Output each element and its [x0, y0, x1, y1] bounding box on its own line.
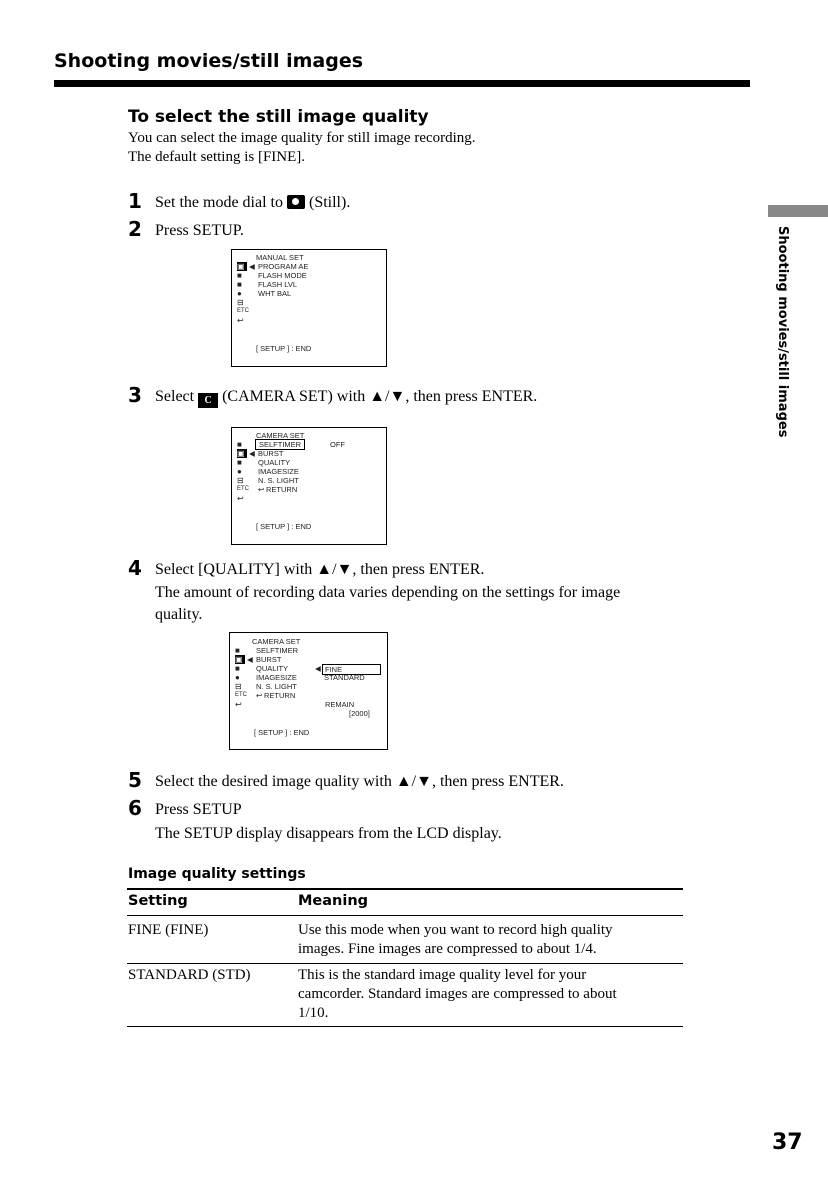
step-3-text-a: Select — [155, 388, 195, 405]
menu-icon: ■ — [235, 664, 240, 673]
step-2-text: Press SETUP. — [155, 222, 244, 239]
table-bottom-rule — [127, 1026, 683, 1027]
tape-icon: ⊟ — [235, 682, 242, 691]
step-4-line-2: The amount of recording data varies depending on the settings for image — [155, 584, 621, 601]
page-header-title: Shooting movies/still images — [54, 50, 364, 72]
lcd2-item: IMAGESIZE — [258, 467, 299, 476]
selector-arrow-icon: ◀ — [249, 449, 255, 458]
lcd2-title: CAMERA SET — [256, 431, 305, 440]
step-6-line-2: The SETUP display disappears from the LCD display. — [155, 825, 502, 842]
step-3-text — [155, 385, 537, 408]
table-cell-meaning: images. Fine images are compressed to about 1/4. — [298, 941, 597, 957]
return-icon: ↩ — [258, 485, 265, 494]
lcd2-item: RETURN — [266, 485, 298, 494]
lcd3-item: BURST — [256, 655, 282, 664]
camera-still-icon — [287, 195, 305, 209]
camera-set-icon: C — [198, 393, 218, 408]
lcd1-footer: [ SETUP ] : END — [256, 344, 312, 353]
table-cell-meaning: 1/10. — [298, 1005, 329, 1021]
lcd-camera-set — [231, 427, 387, 545]
lcd-manual-set — [231, 249, 387, 367]
return-icon: ↩ — [256, 691, 263, 700]
lcd3-item: RETURN — [264, 691, 296, 700]
etc-icon: ETC — [235, 692, 247, 698]
lcd1-title: MANUAL SET — [256, 253, 304, 262]
intro-line-1: You can select the image quality for still image recording. — [128, 130, 476, 146]
menu-icon: ■ — [237, 458, 242, 467]
lcd3-item: QUALITY — [256, 664, 289, 673]
step-6-number: 6 — [128, 796, 142, 820]
lcd3-option-fine: FINE — [322, 664, 381, 675]
table-cell-meaning: This is the standard image quality level for your — [298, 967, 587, 983]
section-title: To select the still image quality — [128, 107, 429, 127]
step-5-text: Select the desired image quality with ▲/▼, then press ENTER. — [155, 773, 564, 790]
table-caption: Image quality settings — [128, 866, 306, 882]
lcd1-item: PROGRAM AE — [258, 262, 309, 271]
step-4-number: 4 — [128, 556, 142, 580]
table-top-rule — [127, 888, 683, 890]
menu-icon: ● — [237, 289, 242, 298]
tape-icon: ⊟ — [237, 298, 244, 307]
lcd3-footer: [ SETUP ] : END — [254, 728, 310, 737]
return-icon: ↩ — [237, 494, 244, 503]
lcd2-footer: [ SETUP ] : END — [256, 522, 312, 531]
tape-icon: ⊟ — [237, 476, 244, 485]
menu-icon: ■ — [237, 271, 242, 280]
step-4-line-3: quality. — [155, 606, 203, 623]
step-1-text — [155, 191, 350, 214]
etc-icon: ETC — [237, 486, 249, 492]
step-2-number: 2 — [128, 217, 142, 241]
table-header-setting: Setting — [128, 893, 188, 909]
table-rule — [127, 963, 683, 964]
lcd2-item-selected — [255, 440, 305, 449]
table-cell-setting: STANDARD (STD) — [128, 967, 251, 983]
return-icon: ↩ — [235, 700, 242, 709]
selector-arrow-icon: ◀ — [315, 664, 321, 673]
step-3-number: 3 — [128, 383, 142, 407]
step-6-line-1: Press SETUP — [155, 801, 242, 818]
lcd1-item: FLASH LVL — [258, 280, 298, 289]
lcd-camera-set-quality — [229, 632, 388, 750]
camera-set-icon: ▣ — [237, 262, 247, 271]
step-4-line-1: Select [QUALITY] with ▲/▼, then press ENTER. — [155, 561, 485, 578]
table-cell-meaning: camcorder. Standard images are compressed to about — [298, 986, 617, 1002]
camera-set-icon: ▣ — [237, 449, 247, 458]
menu-icon: ■ — [235, 646, 240, 655]
lcd3-remain-value: [2000] — [349, 709, 370, 718]
lcd2-value: OFF — [330, 440, 345, 449]
table-cell-meaning: Use this mode when you want to record high quality — [298, 922, 613, 938]
return-icon: ↩ — [237, 316, 244, 325]
menu-icon: ■ — [237, 280, 242, 289]
table-header-meaning: Meaning — [298, 893, 369, 909]
side-tab-label: Shooting movies/still images — [775, 226, 790, 438]
menu-icon: ● — [235, 673, 240, 682]
table-rule — [127, 915, 683, 916]
lcd1-item: WHT BAL — [258, 289, 292, 298]
header-rule — [54, 80, 750, 87]
step-3-text-b: (CAMERA SET) with ▲/▼, then press ENTER. — [222, 388, 538, 405]
lcd3-item: SELFTIMER — [256, 646, 299, 655]
lcd3-option-standard: STANDARD — [324, 673, 365, 682]
step-1-number: 1 — [128, 189, 142, 213]
lcd2-item: BURST — [258, 449, 284, 458]
lcd2-item: SELFTIMER — [255, 439, 305, 450]
selector-arrow-icon: ◀ — [247, 655, 253, 664]
menu-icon: ● — [237, 467, 242, 476]
step-5-number: 5 — [128, 768, 142, 792]
lcd2-item: N. S. LIGHT — [258, 476, 299, 485]
table-cell-setting: FINE (FINE) — [128, 922, 209, 938]
page-number: 37 — [772, 1130, 803, 1155]
intro-line-2: The default setting is [FINE]. — [128, 149, 306, 165]
camera-set-icon: ▣ — [235, 655, 245, 664]
side-tab-bar — [768, 205, 828, 217]
step-1-text-a: Set the mode dial to — [155, 194, 283, 211]
lcd3-item: IMAGESIZE — [256, 673, 297, 682]
lcd3-remain-label: REMAIN — [325, 700, 355, 709]
menu-icon: ■ — [237, 440, 242, 449]
lcd3-item: N. S. LIGHT — [256, 682, 297, 691]
step-1-text-b: (Still). — [308, 194, 351, 211]
selector-arrow-icon: ◀ — [249, 262, 255, 271]
lcd3-title: CAMERA SET — [252, 637, 301, 646]
lcd1-item: FLASH MODE — [258, 271, 307, 280]
lcd2-item: QUALITY — [258, 458, 291, 467]
etc-icon: ETC — [237, 308, 249, 314]
